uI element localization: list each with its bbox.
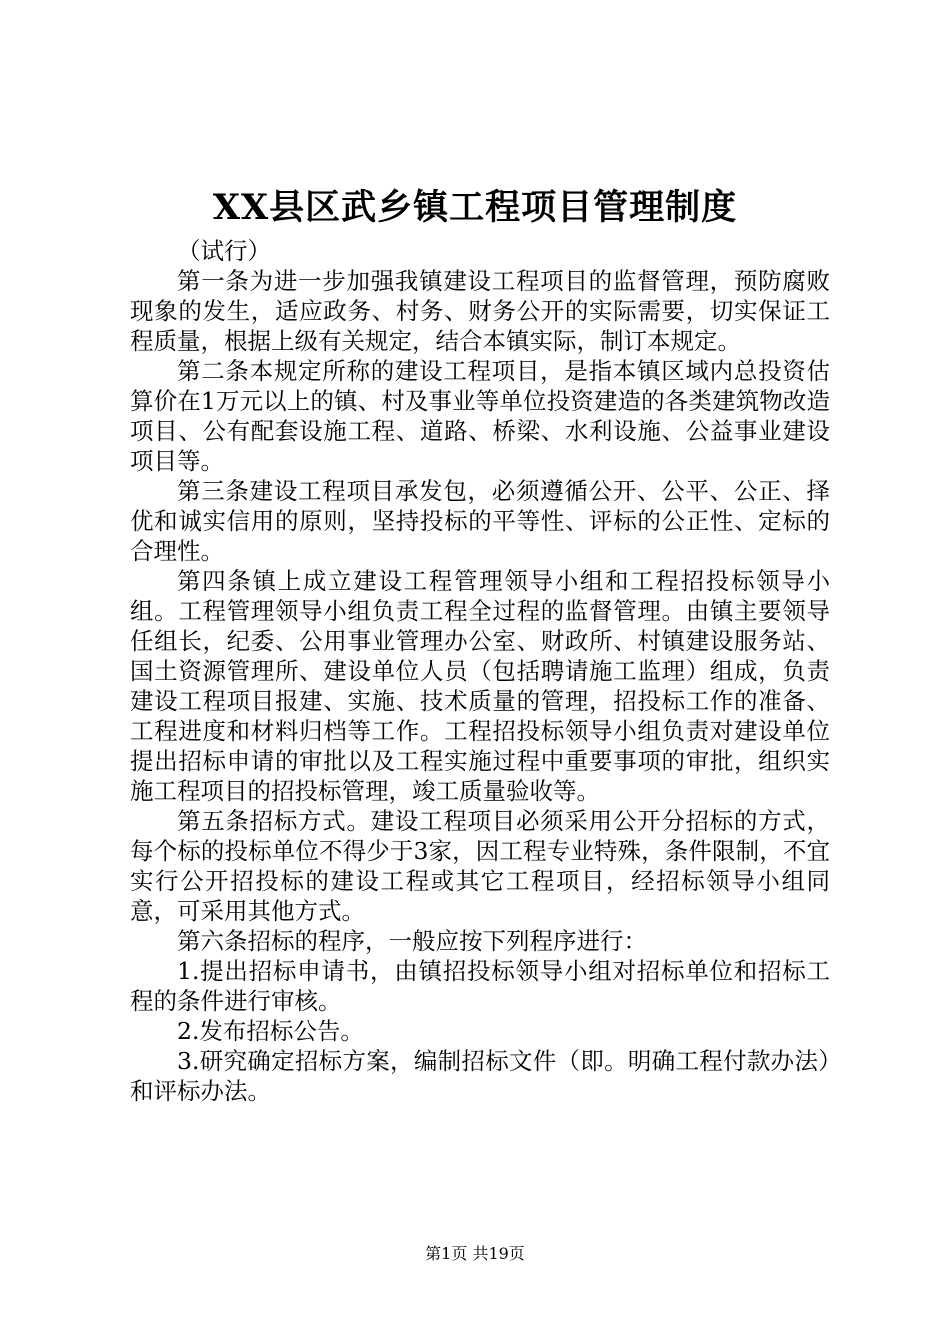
paragraph-article-6: 第六条招标的程序，一般应按下列程序进行： — [177, 927, 647, 955]
list-item-2: 2.发布招标公告。 — [177, 1017, 364, 1045]
paragraph-article-3: 第三条建设工程项目承发包，必须遵循公开、公平、公正、择优和诚实信用的原则，坚持投标的平等性、评标的公正性、定标的合理性。 — [130, 477, 830, 565]
paragraph-article-4: 第四条镇上成立建设工程管理领导小组和工程招投标领导小组。工程管理领导小组负责工程全过程的监督管理。由镇主要领导任组长，纪委、公用事业管理办公室、财政所、村镇建设服务站、国土资源管理所、建设单位人员（包括聘请施工监理）组成，负责建设工程项目报建、实施、技术质量的管理，招投标工作的准备、工程进度和材料归档等工作。工程招投标领导小组负责对建设单位提出招标申请的审批以及工程实施过程中重要事项的审批，组织实施工程项目的招投标管理，竣工质量验收等。 — [130, 567, 830, 805]
paragraph-article-1: 第一条为进一步加强我镇建设工程项目的监督管理，预防腐败现象的发生，适应政务、村务、财务公开的实际需要，切实保证工程质量，根据上级有关规定，结合本镇实际，制订本规定。 — [130, 267, 830, 355]
document-body — [130, 236, 830, 1106]
list-item-3: 3.研究确定招标方案，编制招标文件（即。明确工程付款办法）和评标办法。 — [130, 1047, 830, 1105]
list-item-1: 1.提出招标申请书，由镇招投标领导小组对招标单位和招标工程的条件进行审核。 — [130, 957, 830, 1015]
document-subtitle: （试行） — [177, 237, 271, 265]
paragraph-article-2: 第二条本规定所称的建设工程项目，是指本镇区域内总投资估算价在1万元以上的镇、村及事业等单位投资建造的各类建筑物改造项目、公有配套设施工程、道路、桥梁、水利设施、公益事业建设项目等。 — [130, 357, 830, 475]
document-title: XX县区武乡镇工程项目管理制度 — [212, 187, 738, 228]
page-footer: 第1页 共19页 — [425, 1244, 525, 1263]
paragraph-article-5: 第五条招标方式。建设工程项目必须采用公开分招标的方式，每个标的投标单位不得少于3家，因工程专业特殊，条件限制，不宜实行公开招投标的建设工程或其它工程项目，经招标领导小组同意，可采用其他方式。 — [130, 807, 830, 925]
